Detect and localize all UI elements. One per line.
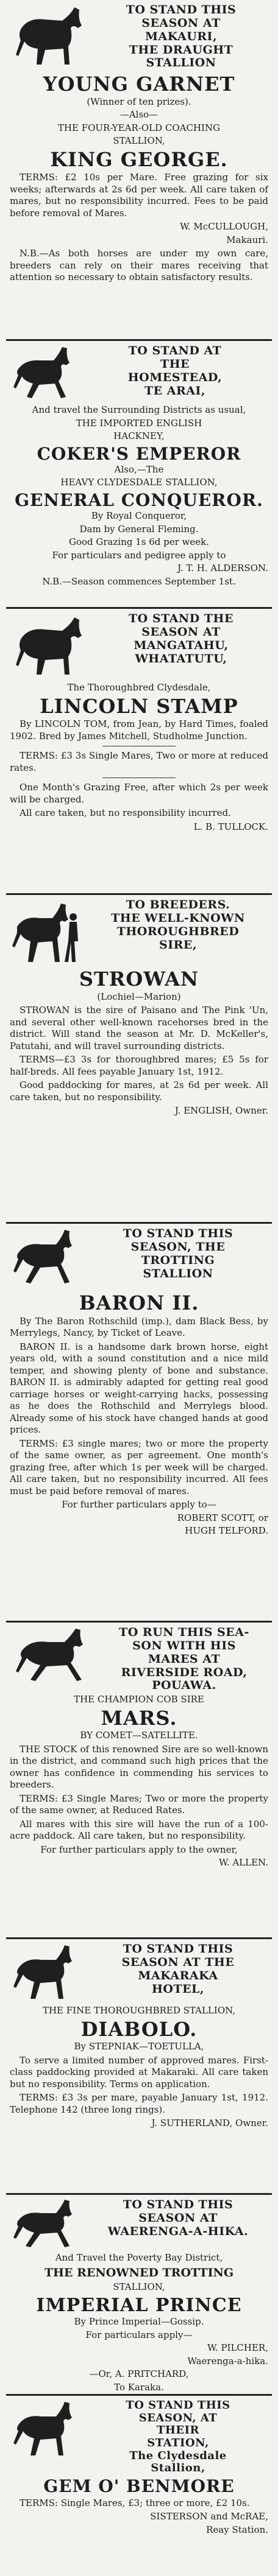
stallion-name: IMPERIAL PRINCE (36, 2294, 242, 2316)
ad-heading: TO STAND THIS SEASON, THE TROTTING STALLION (123, 1227, 233, 1280)
ad-line: STALLION, (113, 2281, 165, 2293)
ad-terms: TERMS: £3 single mares; two or more the property of the same owner, as per agreement. One month's grazing free, after which 1s per week will be charged. All care taken, but no responsibility incurred. All fees must be paid before removal of mares. (10, 1437, 268, 1497)
ad-heading: TO STAND AT THE HOMESTEAD, TE ARAI, (127, 344, 223, 398)
stallion-name: DIABOLO. (80, 2017, 198, 2041)
ad-signature: L. B. TULLOCK. (193, 821, 268, 832)
ad-heading: TO STAND THIS SEASON AT MAKAURI, THE DRAUGHT STALLION (126, 3, 237, 70)
ad-terms: TERMS: £3 3s Single Mares, Two or more at reduced rates. (10, 750, 268, 773)
ad-line: HACKNEY, (113, 430, 165, 441)
ad-signature: W. McCULLOUGH, (180, 221, 268, 233)
ad-line: For particulars and pedigree apply to (52, 549, 226, 561)
ad-heading: TO RUN THIS SEA- SON WITH HIS MARES AT RIVERSIDE ROAD, POUAWA. (119, 1626, 249, 1693)
ad-grazing: Good paddocking for mares, at 2s 6d per week. All care taken, but no responsibility. (10, 1079, 268, 1103)
ad-line: —Also— (119, 109, 159, 121)
ad-line: THE IMPORTED ENGLISH (76, 417, 202, 429)
trotter-horse-illustration (10, 2199, 83, 2251)
ad-line: The Thoroughbred Clydesdale, (67, 682, 211, 693)
ad-signature: Makauri. (226, 234, 268, 245)
ad-line: By Prince Imperial—Gossip. (74, 2316, 204, 2328)
clydesdale-stallion-illustration (10, 2399, 83, 2460)
ad-line: STALLION, (113, 135, 165, 147)
ad-heading: TO STAND THE SEASON AT MANGATAHU, WHATATUTU, (129, 612, 233, 665)
ad-line: THE FINE THOROUGHBRED STALLION, (42, 2005, 236, 2016)
hackney-horse-illustration (10, 345, 77, 403)
stallion-name: STROWAN (79, 967, 199, 991)
ad-diabolo (6, 1939, 272, 2195)
ad-heading: TO STAND THIS SEASON AT THE MAKARAKA HOTEL, (121, 1942, 235, 1996)
trotting-horse-illustration (10, 1227, 83, 1291)
ad-signature: Reay Station. (206, 2524, 268, 2535)
thoroughbred-horse-illustration (10, 1943, 83, 2004)
ad-line: By STEPNIAK—TOETULLA, (74, 2041, 204, 2052)
draught-horse-illustration (10, 4, 89, 72)
ad-signature: —Or, A. PRITCHARD, (89, 2368, 189, 2380)
ad-signature: SISTERSON and McRAE, (150, 2511, 268, 2522)
horse-and-groom-illustration (10, 899, 83, 967)
stallion-name: BARON II. (79, 1291, 199, 1314)
ad-line: And travel the Surrounding Districts as usual, (32, 404, 246, 415)
ad-line: For further particulars apply to— (62, 1499, 216, 1511)
ad-signature: J. ENGLISH, Owner. (174, 1105, 268, 1117)
ad-baron-ii (6, 1224, 272, 1623)
ad-heading: TO STAND THIS SEASON, AT THEIR STATION, The Clydesdale Stallion, (126, 2399, 230, 2475)
ad-description: STROWAN is the sire of Paisano and The Pink 'Un, and several other well-known racehorses bred in the district. Will stand the season at Mr. D. McKeller's, Patutahi, and will travel surrounding districts. (10, 1005, 268, 1051)
stallion-name: YOUNG GARNET (43, 72, 235, 96)
divider (102, 777, 176, 778)
stallion-name: GEM O' BENMORE (43, 2476, 235, 2497)
ad-line: (Winner of ten prizes). (87, 96, 191, 107)
ad-gem-o-benmore (6, 2396, 272, 2564)
ad-signature: W. ALLEN. (219, 1857, 268, 1869)
ad-terms: TERMS: Single Mares, £3; three or more, £2 10s. (20, 2497, 250, 2508)
ad-line: HEAVY CLYDESDALE STALLION, (60, 477, 218, 488)
ad-line: THE RENOWNED TROTTING (44, 2265, 234, 2279)
ad-terms: TERMS: £3 3s per mare, payable January 1st, 1912. Telephone 142 (three long rings). (10, 2092, 268, 2115)
ad-heading: TO BREEDERS. THE WELL-KNOWN THOROUGHBRED SIRE, (111, 898, 245, 952)
ad-imperial-prince (6, 2195, 272, 2396)
ad-description: To serve a limited number of approved mares. First-class paddocking provided at Makaraki. All care taken but no responsibility. Terms on application. (10, 2054, 268, 2090)
ad-signature: To Karaka. (114, 2381, 164, 2393)
ad-signature: W. PILCHER, (207, 2342, 268, 2354)
ad-strowan (6, 895, 272, 1224)
ad-line: THE FOUR-YEAR-OLD COACHING (57, 122, 221, 133)
stallion-name: COKER'S EMPEROR (37, 443, 241, 464)
ad-lincoln-stamp (6, 609, 272, 895)
ad-mars (6, 1623, 272, 1939)
ad-heading: TO STAND THIS SEASON AT WAERENGA-A-HIKA. (107, 2198, 249, 2238)
ad-line: Dam by General Fleming. (79, 523, 199, 535)
cob-horse-illustration (10, 1626, 95, 1687)
stallion-name: KING GEORGE. (50, 147, 228, 171)
clydesdale-horse-illustration (10, 612, 89, 681)
ad-grazing: All mares with this sire will have the run of a 100-acre paddock. All care taken, but no responsibility. (10, 1818, 268, 1842)
ad-description: THE STOCK of this renowned Sire are so well-known in the district, and command such high prices that the owner has confidence in commending his services to breeders. (10, 1743, 268, 1791)
ad-line: THE CHAMPION COB SIRE (74, 1694, 204, 1705)
ad-description: BARON II. is a handsome dark brown horse, eight years old, with a sound constitution and a nice mild temper, and showing plenty of bone and substance. BARON II. is admirably adapted for getting real good carriage horses or weight-carrying hacks, possessing as he does the Rothschild and Merrylegs blood. Already some of his stock have changed hands at good prices. (10, 1341, 268, 1436)
ad-signature: ROBERT SCOTT, or (177, 1512, 268, 1523)
ad-line: And Travel the Poverty Bay District, (55, 2252, 223, 2263)
ad-signature: J. SUTHERLAND, Owner. (151, 2118, 268, 2129)
ad-line: Good Grazing 1s 6d per week. (68, 536, 210, 548)
ad-pedigree: By The Baron Rothschild (imp.), dam Black Bess, by Merrylegs, Nancy, by Ticket of Leave. (10, 1315, 268, 1339)
ad-line: BY COMET—SATELLITE. (80, 1730, 198, 1741)
ad-terms: TERMS—£3 3s for thoroughbred mares; £5 5s for half-breds. All fees payable January 1st, 1912. (10, 1054, 268, 1077)
ad-signature: Waerenga-a-hika. (187, 2355, 268, 2367)
ad-line: Also,—The (114, 463, 164, 475)
stallion-name: LINCOLN STAMP (40, 694, 238, 718)
stallion-name: MARS. (101, 1706, 177, 1730)
ad-note: N.B.—Season commences September 1st. (42, 575, 236, 587)
ad-note: N.B.—As both horses are under my own care, breeders can rely on their mares receiving that attention so necessary to obtain satisfactory results. (10, 248, 268, 283)
ad-line: For particulars apply— (85, 2329, 193, 2340)
ad-terms: TERMS: £3 Single Mares; Two or more the property of the same owner, at Reduced Rates. (10, 1792, 268, 1816)
ad-note: All care taken, but no responsibility incurred. (20, 807, 231, 819)
ad-signature: J. T. H. ALDERSON. (177, 563, 268, 574)
ad-line: For further particulars apply to the owner, (40, 1844, 238, 1855)
stallion-name: GENERAL CONQUEROR. (15, 490, 263, 510)
ad-line: (Lochiel—Marion) (97, 991, 181, 1002)
ad-signature: HUGH TELFORD. (185, 1525, 268, 1537)
ad-pedigree: By LINCOLN TOM, from Jean, by Hard Times, foaled 1902. Bred by James Mitchell, Studholme Junction. (10, 718, 268, 742)
ad-line: By Royal Conqueror, (91, 510, 187, 522)
ad-young-garnet (6, 0, 272, 341)
ad-cokers-emperor (6, 341, 272, 609)
ad-grazing: One Month's Grazing Free, after which 2s per week will be charged. (10, 782, 268, 805)
ad-terms: TERMS: £2 10s per Mare. Free grazing for six weeks; afterwards at 2s 6d per week. All care taken of mares, but no responsibility incurred. Fees to be paid before removal of Mares. (10, 172, 268, 219)
advertisement-column (6, 0, 272, 2564)
